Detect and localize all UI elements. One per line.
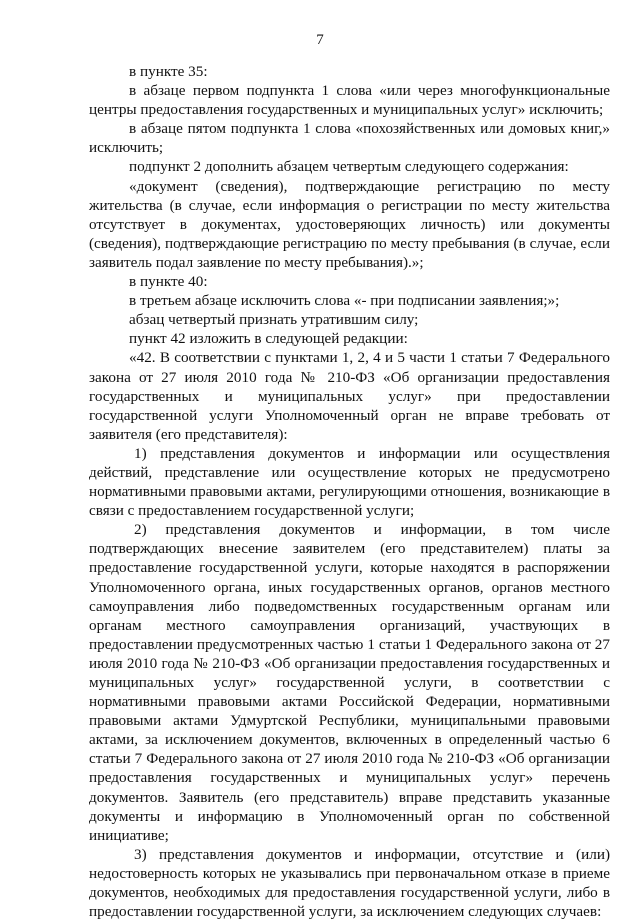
paragraph: в третьем абзаце исключить слова «- при подписании заявления;»; [129,292,560,310]
paragraph: в абзаце первом подпункта 1 слова «или через многофункциональные центры предоставления государственных и муниципальных услуг» исключить; [89,82,610,119]
list-item: 3) представления документов и информации, отсутствие и (или) недостоверность которых не указывались при первоначальном отказе в приеме документов, необходимых для предоставления государственной услуги, либо в предоставлении государственной услуги, за исключением следующих случаев: [89,845,610,921]
paragraph: «документ (сведения), подтверждающие регистрацию по месту жительства (в случае, если информация о регистрации по месту жительства отсутствует в документах, удостоверяющих личность) или документы (сведения), подтверждающие регистрацию по месту пребывания (в случае, если заявитель подал заявление по месту пребывания).»; [89,177,610,271]
paragraph: в абзаце пятом подпункта 1 слова «похозяйственных или домовых книг,» исключить; [89,120,610,157]
list-item: 1) представления документов и информации или осуществления действий, представление или осуществление которых не предусмотрено нормативными правовыми актами, регулирующими отношения, возникающие в связи с предоставлением государственной услуги; [89,444,610,520]
paragraph: в пункте 35: [129,63,208,80]
paragraph: пункт 42 изложить в следующей редакции: [129,330,408,348]
paragraph: подпункт 2 дополнить абзацем четвертым следующего содержания: [129,158,569,176]
paragraph: в пункте 40: [129,273,208,291]
paragraph: абзац четвертый признать утратившим силу; [129,311,419,329]
list-item: 2) представления документов и информации, в том числе подтверждающих внесение заявителем (его представителем) платы за предоставление государственной услуги, которые находятся в распоряжении Уполномоченного органа, иных государственных органов, органов местного самоуправления либо подведомственных государственным органам или органам местного самоуправления организаций, участвующих в предоставлении предусмотренных частью 1 статьи 1 Федерального закона от 27 июля 2010 года № 210-ФЗ «Об организации предоставления государственных и муниципальных услуг» государственной услуги, в соответствии с нормативными правовыми актами Российской Федерации, нормативными правовыми актами Удмуртской Республики, муниципальными правовыми актами, за исключением документов, включенных в определенный частью 6 статьи 7 Федерального закона от 27 июля 2010 года № 210-ФЗ «Об организации предоставления государственных и муниципальных услуг» перечень документов. Заявитель (его представитель) вправе представить указанные документы и информацию в Уполномоченный орган по собственной инициативе; [89,521,610,844]
paragraph: «42. В соответствии с пунктами 1, 2, 4 и 5 части 1 статьи 7 Федерального закона от 27 июля 2010 года № 210-ФЗ «Об организации предоставления государственных и муниципальных услуг» при предоставлении государственной услуги Уполномоченный орган не вправе требовать от заявителя (его представителя): [89,349,610,443]
page-number: 7 [316,32,324,48]
document-body [89,62,610,921]
